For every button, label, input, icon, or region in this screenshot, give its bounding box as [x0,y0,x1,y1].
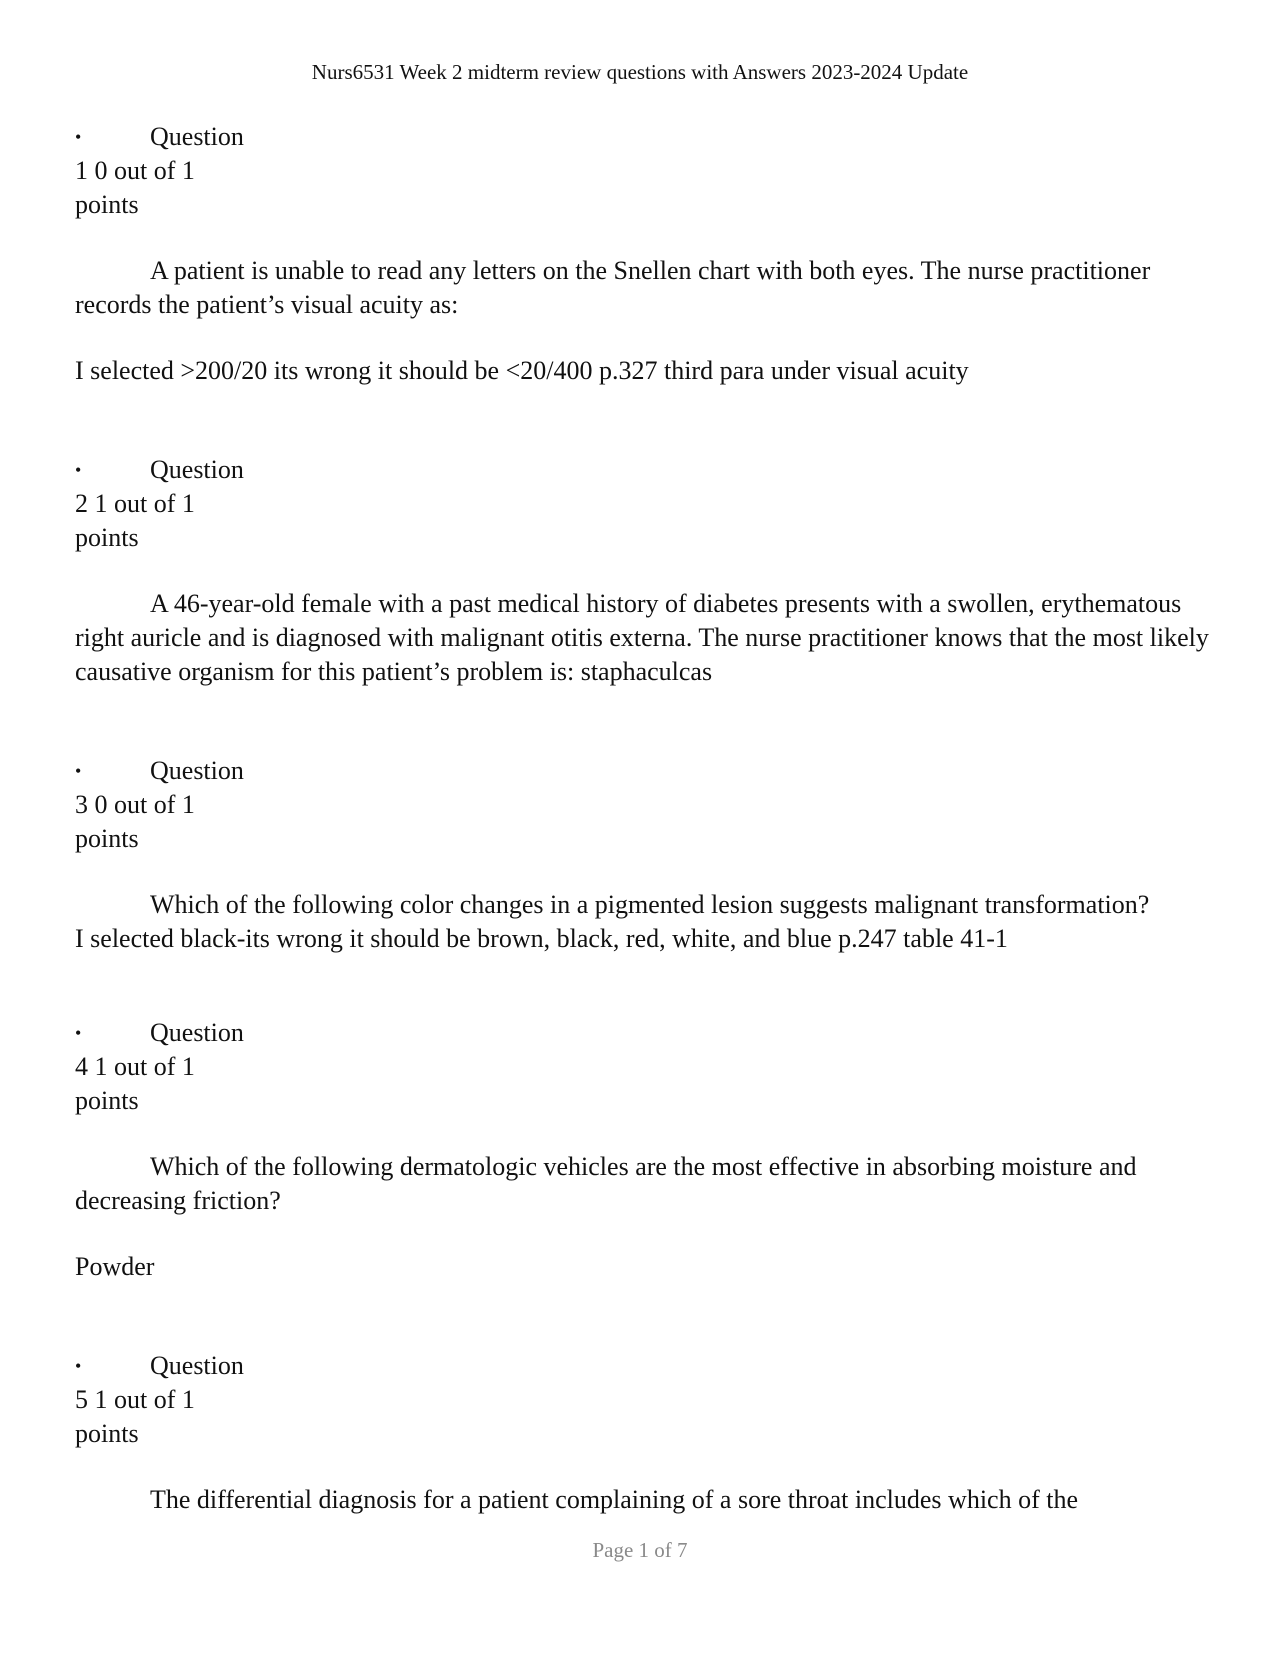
answer-text: I selected >200/20 its wrong it should be <20/400 p.327 third para under visual acuity [75,356,969,385]
question-label: Question [150,455,244,484]
answer-text: Powder [75,1252,155,1281]
question-label: Question [150,122,244,151]
bullet-icon: • [75,127,82,147]
question-text: A patient is unable to read any letters on the Snellen chart with both eyes. The nurse practitioner records the patient’s visual acuity as: [75,256,1151,319]
answer-text: I selected black-its wrong it should be brown, black, red, white, and blue p.247 table 41-1 [75,924,1008,953]
question-score: 4 1 out of 1 [75,1052,195,1081]
question-score: 1 0 out of 1 [75,156,195,185]
question-block [75,1349,1210,1517]
question-heading [75,453,1210,555]
question-score: 2 1 out of 1 [75,489,195,518]
page-number: Page 1 of 7 [592,1538,688,1562]
question-score: 3 0 out of 1 [75,790,195,819]
question-points-label: points [75,523,139,552]
bullet-icon: • [75,761,82,781]
question-text: Which of the following color changes in a pigmented lesion suggests malignant transformation? [150,890,1150,919]
question-text: The differential diagnosis for a patient complaining of a sore throat includes which of the [150,1485,1079,1514]
question-heading [75,120,1210,222]
question-points-label: points [75,1086,139,1115]
question-block [75,754,1210,956]
question-text: A 46-year-old female with a past medical history of diabetes presents with a swollen, erythematous right auricle and is diagnosed with malignant otitis externa. The nurse practitioner knows that the most likely causative organism for this patient’s problem is: staphaculcas [75,589,1209,686]
bullet-icon: • [75,1356,82,1376]
question-points-label: points [75,1419,139,1448]
document-body [75,120,1210,1517]
document-header: Nurs6531 Week 2 midterm review questions with Answers 2023-2024 Update [311,60,969,84]
question-heading [75,754,1210,856]
question-heading [75,1349,1210,1451]
question-block [75,120,1210,388]
question-text: Which of the following dermatologic vehicles are the most effective in absorbing moisture and decreasing friction? [75,1152,1137,1215]
bullet-icon: • [75,1023,82,1043]
question-block [75,1016,1210,1284]
question-points-label: points [75,824,139,853]
question-label: Question [150,756,244,785]
question-label: Question [150,1351,244,1380]
question-label: Question [150,1018,244,1047]
question-block [75,453,1210,689]
question-points-label: points [75,190,139,219]
question-score: 5 1 out of 1 [75,1385,195,1414]
bullet-icon: • [75,460,82,480]
question-heading [75,1016,1210,1118]
